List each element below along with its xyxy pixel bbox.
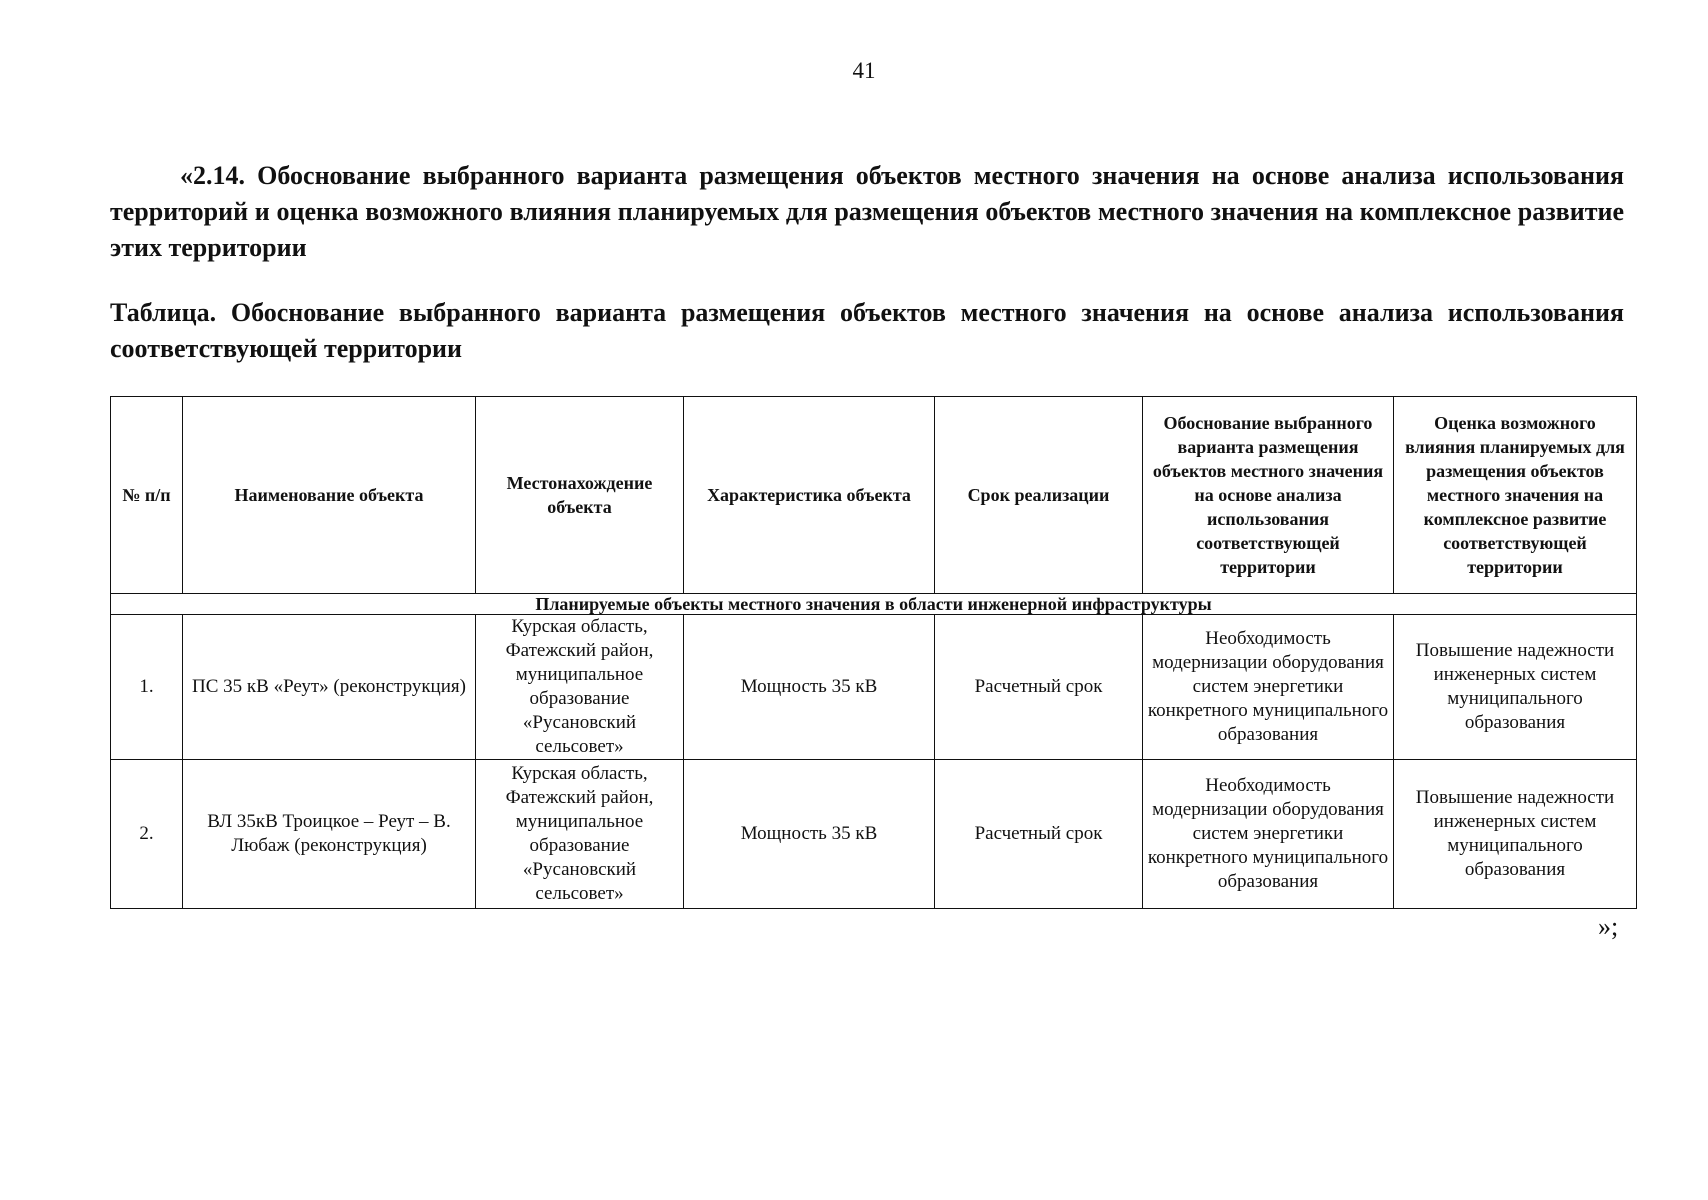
row-number: 2. — [111, 760, 183, 909]
justification-table — [110, 396, 1637, 909]
header-object-name: Наименование объекта — [183, 397, 476, 594]
group-label: Планируемые объекты местного значения в области инженерной инфраструктуры — [111, 594, 1637, 615]
row-impact: Повышение надежности инженерных систем муниципального образования — [1394, 760, 1637, 909]
header-number: № п/п — [111, 397, 183, 594]
row-location: Курская область, Фатежский район, муниципальное образование «Русановский сельсовет» — [476, 760, 684, 909]
header-justification: Обоснование выбранного варианта размещения объектов местного значения на основе анализа использования соответствующей территории — [1143, 397, 1394, 594]
row-impact: Повышение надежности инженерных систем муниципального образования — [1394, 615, 1637, 760]
page-number: 41 — [852, 58, 876, 83]
table-caption: Таблица. Обоснование выбранного варианта размещения объектов местного значения на основе анализа использования соответствующей территории — [110, 298, 1624, 363]
row-justification: Необходимость модернизации оборудования систем энергетики конкретного муниципального образования — [1143, 615, 1394, 760]
table-row — [111, 760, 1637, 909]
header-impact: Оценка возможного влияния планируемых для размещения объектов местного значения на комплексное развитие соответствующей территории — [1394, 397, 1637, 594]
row-location: Курская область, Фатежский район, муниципальное образование «Русановский сельсовет» — [476, 615, 684, 760]
row-number: 1. — [111, 615, 183, 760]
header-term: Срок реализации — [935, 397, 1143, 594]
row-object-name: ПС 35 кВ «Реут» (реконструкция) — [183, 615, 476, 760]
row-term: Расчетный срок — [935, 760, 1143, 909]
table-row — [111, 615, 1637, 760]
row-characteristic: Мощность 35 кВ — [684, 760, 935, 909]
header-location: Местонахождение объекта — [476, 397, 684, 594]
row-justification: Необходимость модернизации оборудования систем энергетики конкретного муниципального образования — [1143, 760, 1394, 909]
section-heading: «2.14. Обоснование выбранного варианта размещения объектов местного значения на основе анализа использования территорий и оценка возможного влияния планируемых для размещения объектов местного значения на комплексное развитие этих территории — [110, 161, 1624, 262]
row-characteristic: Мощность 35 кВ — [684, 615, 935, 760]
header-characteristic: Характеристика объекта — [684, 397, 935, 594]
row-object-name: ВЛ 35кВ Троицкое – Реут – В. Любаж (реконструкция) — [183, 760, 476, 909]
table-header-row — [111, 397, 1637, 594]
closing-quote: »; — [1598, 912, 1619, 941]
table-group-row — [111, 594, 1637, 615]
row-term: Расчетный срок — [935, 615, 1143, 760]
